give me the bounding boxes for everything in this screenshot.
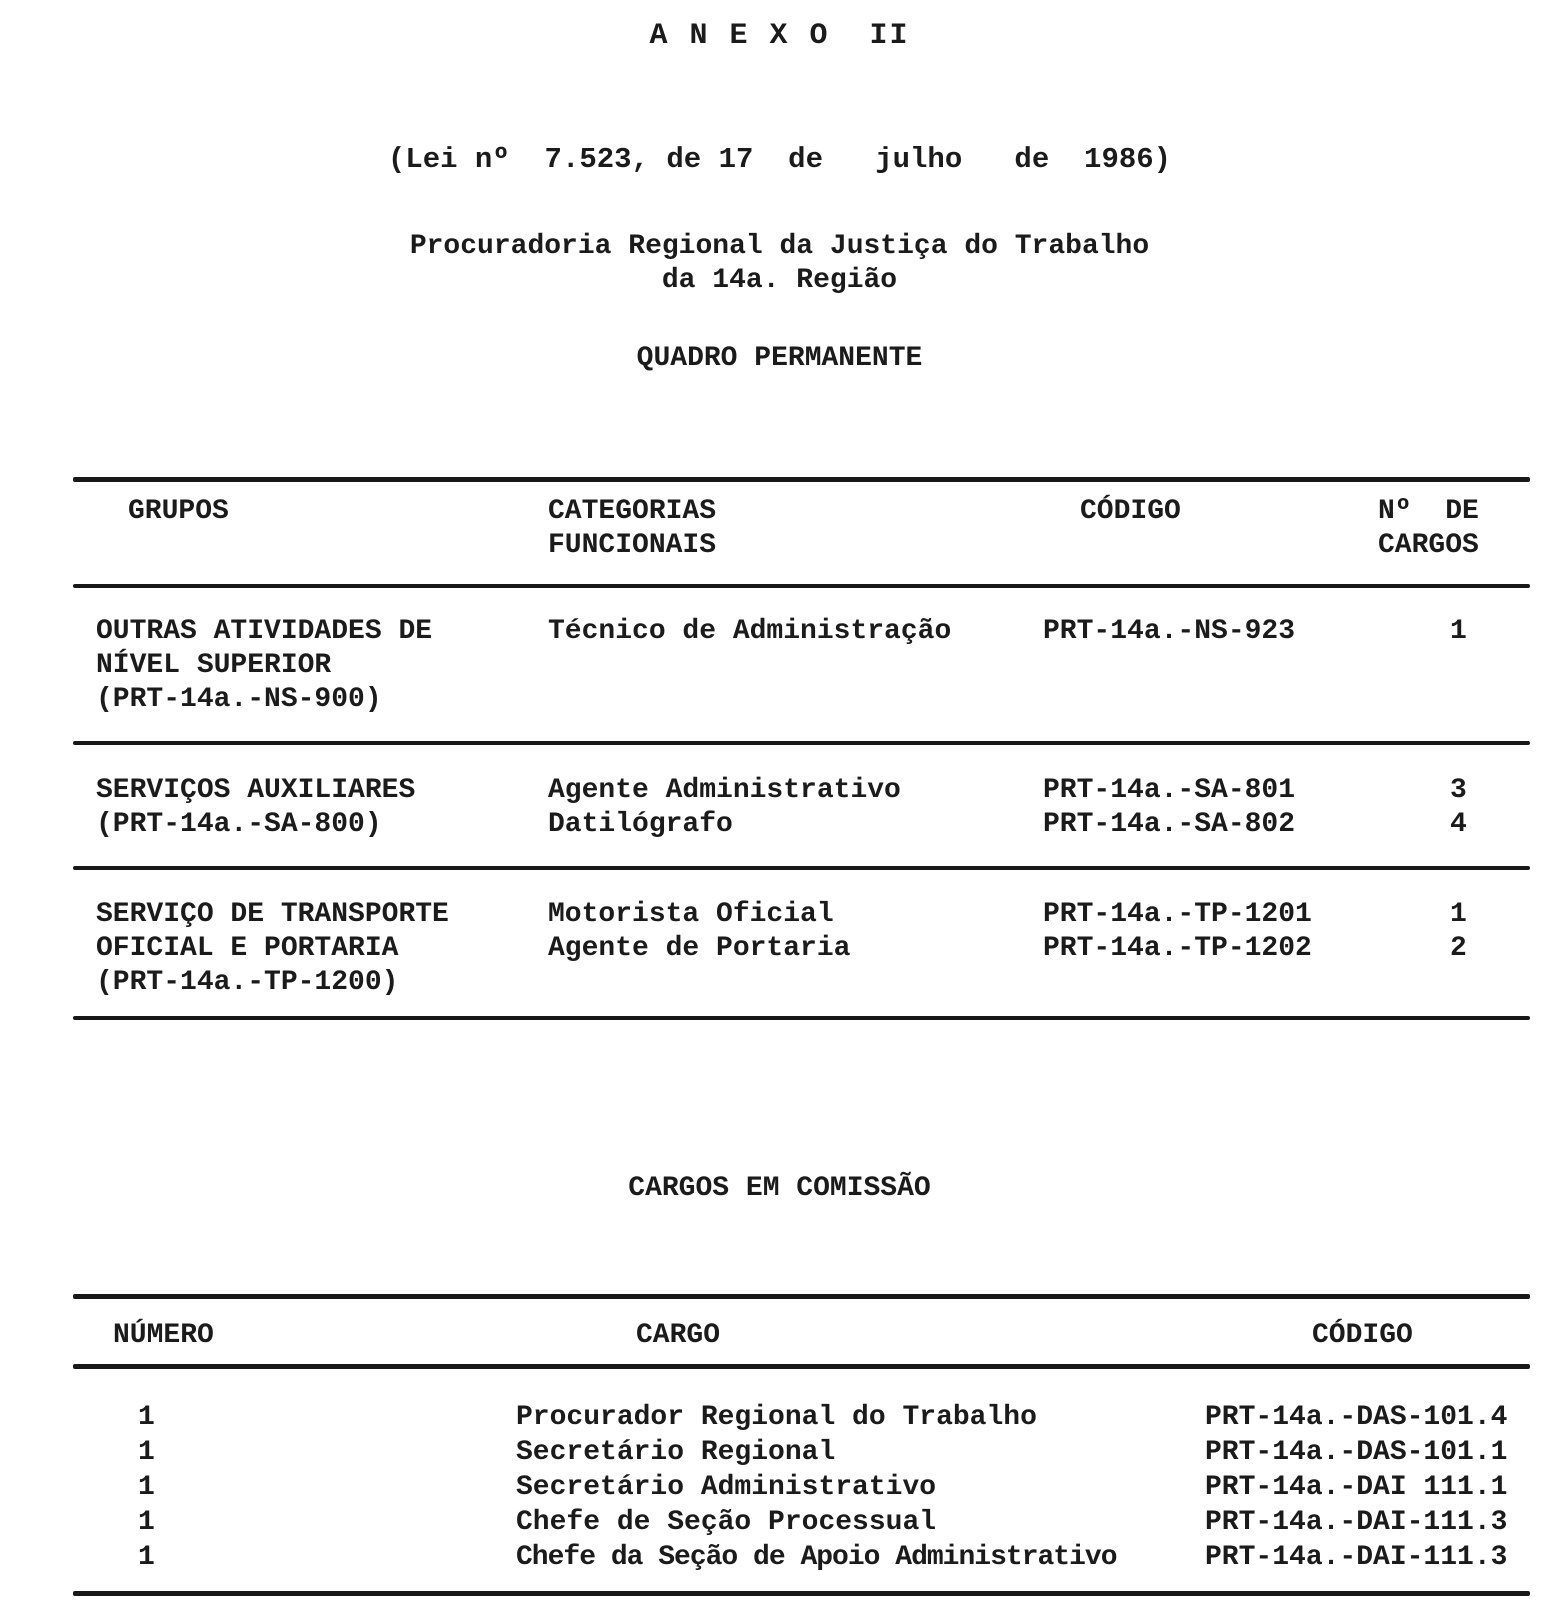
numero-cell: 1 — [138, 1437, 155, 1468]
categories-cell: Técnico de Administração — [548, 616, 952, 647]
codigo-cell: PRT-14a.-DAI-111.3 — [1205, 1542, 1508, 1573]
table1-row-servico-transporte — [73, 898, 1530, 1000]
table1-rule-after-row2 — [73, 866, 1530, 870]
quadro-permanente-table — [73, 477, 1530, 1022]
table2-header-codigo: CÓDIGO — [1312, 1320, 1413, 1351]
numero-cell: 1 — [138, 1507, 155, 1538]
group-cell: SERVIÇOS AUXILIARES (PRT-14a.-SA-800) — [96, 775, 416, 840]
numero-cell: 1 — [138, 1542, 155, 1573]
cargo-cell: Chefe da Seção de Apoio Administrativo — [516, 1542, 1117, 1573]
organization-name-line1: Procuradoria Regional da Justiça do Trabalho — [409, 231, 1150, 262]
law-reference-line: (Lei nº 7.523, de 17 de julho de 1986) — [387, 143, 1172, 176]
table1-rule-under-header — [73, 584, 1530, 588]
table2-row-procurador — [73, 1400, 1530, 1435]
table1-header-categorias: CATEGORIAS FUNCIONAIS — [548, 496, 717, 561]
categories-cell: Motorista Oficial Agente de Portaria — [548, 899, 851, 964]
numero-cell: 1 — [138, 1402, 155, 1433]
table2-row-secretario-administrativo — [73, 1470, 1530, 1505]
table2-row-secretario-regional — [73, 1435, 1530, 1470]
table2-header-row — [73, 1318, 1530, 1353]
cargo-cell: Secretário Administrativo — [516, 1472, 937, 1503]
table2-row-chefe-processual — [73, 1505, 1530, 1540]
table2-rule-under-header — [73, 1364, 1530, 1369]
organization-name-line2: da 14a. Região — [661, 265, 898, 296]
cargo-cell: Secretário Regional — [516, 1437, 836, 1468]
table2-header-numero: NÚMERO — [113, 1320, 214, 1351]
table1-header-num-cargos: Nº DE CARGOS — [1378, 496, 1479, 561]
page-title: A N E X O II — [649, 19, 910, 53]
codigo-cell: PRT-14a.-DAS-101.1 — [1205, 1437, 1508, 1468]
table1-rule-bottom — [73, 1016, 1530, 1020]
table1-header-grupos: GRUPOS — [128, 496, 229, 527]
group-cell: SERVIÇO DE TRANSPORTE OFICIAL E PORTARIA (PRT-14a.-TP-1200) — [96, 899, 449, 998]
table1-rule-top — [73, 477, 1530, 482]
codigo-cell: PRT-14a.-DAI-111.3 — [1205, 1507, 1508, 1538]
table2-header-cargo: CARGO — [636, 1320, 721, 1351]
codes-cell: PRT-14a.-TP-1201 PRT-14a.-TP-1202 — [1043, 899, 1312, 964]
codigo-cell: PRT-14a.-DAI 111.1 — [1205, 1472, 1508, 1503]
section-title-cargos-em-comissao: CARGOS EM COMISSÃO — [628, 1173, 931, 1204]
codes-cell: PRT-14a.-NS-923 — [1043, 616, 1296, 647]
categories-cell: Agente Administrativo Datilógrafo — [548, 775, 901, 840]
table1-header-row — [73, 495, 1530, 563]
counts-cell: 1 2 — [1450, 899, 1467, 964]
counts-cell: 3 4 — [1450, 775, 1467, 840]
table1-rule-after-row1 — [73, 741, 1530, 745]
table2-rule-bottom — [73, 1591, 1530, 1596]
cargo-cell: Procurador Regional do Trabalho — [516, 1402, 1037, 1433]
table1-header-codigo: CÓDIGO — [1080, 496, 1181, 527]
counts-cell: 1 — [1450, 616, 1467, 647]
group-cell: OUTRAS ATIVIDADES DE NÍVEL SUPERIOR (PRT-14a.-NS-900) — [96, 616, 433, 715]
table1-row-servicos-auxiliares — [73, 774, 1530, 842]
cargo-cell: Chefe de Seção Processual — [516, 1507, 937, 1538]
cargos-em-comissao-table — [73, 1294, 1530, 1598]
section-title-quadro-permanente: QUADRO PERMANENTE — [636, 343, 923, 374]
table2-rule-top — [73, 1294, 1530, 1299]
codigo-cell: PRT-14a.-DAS-101.4 — [1205, 1402, 1508, 1433]
table2-row-chefe-apoio — [73, 1540, 1530, 1575]
numero-cell: 1 — [138, 1472, 155, 1503]
codes-cell: PRT-14a.-SA-801 PRT-14a.-SA-802 — [1043, 775, 1296, 840]
table1-row-outras-atividades — [73, 615, 1530, 717]
